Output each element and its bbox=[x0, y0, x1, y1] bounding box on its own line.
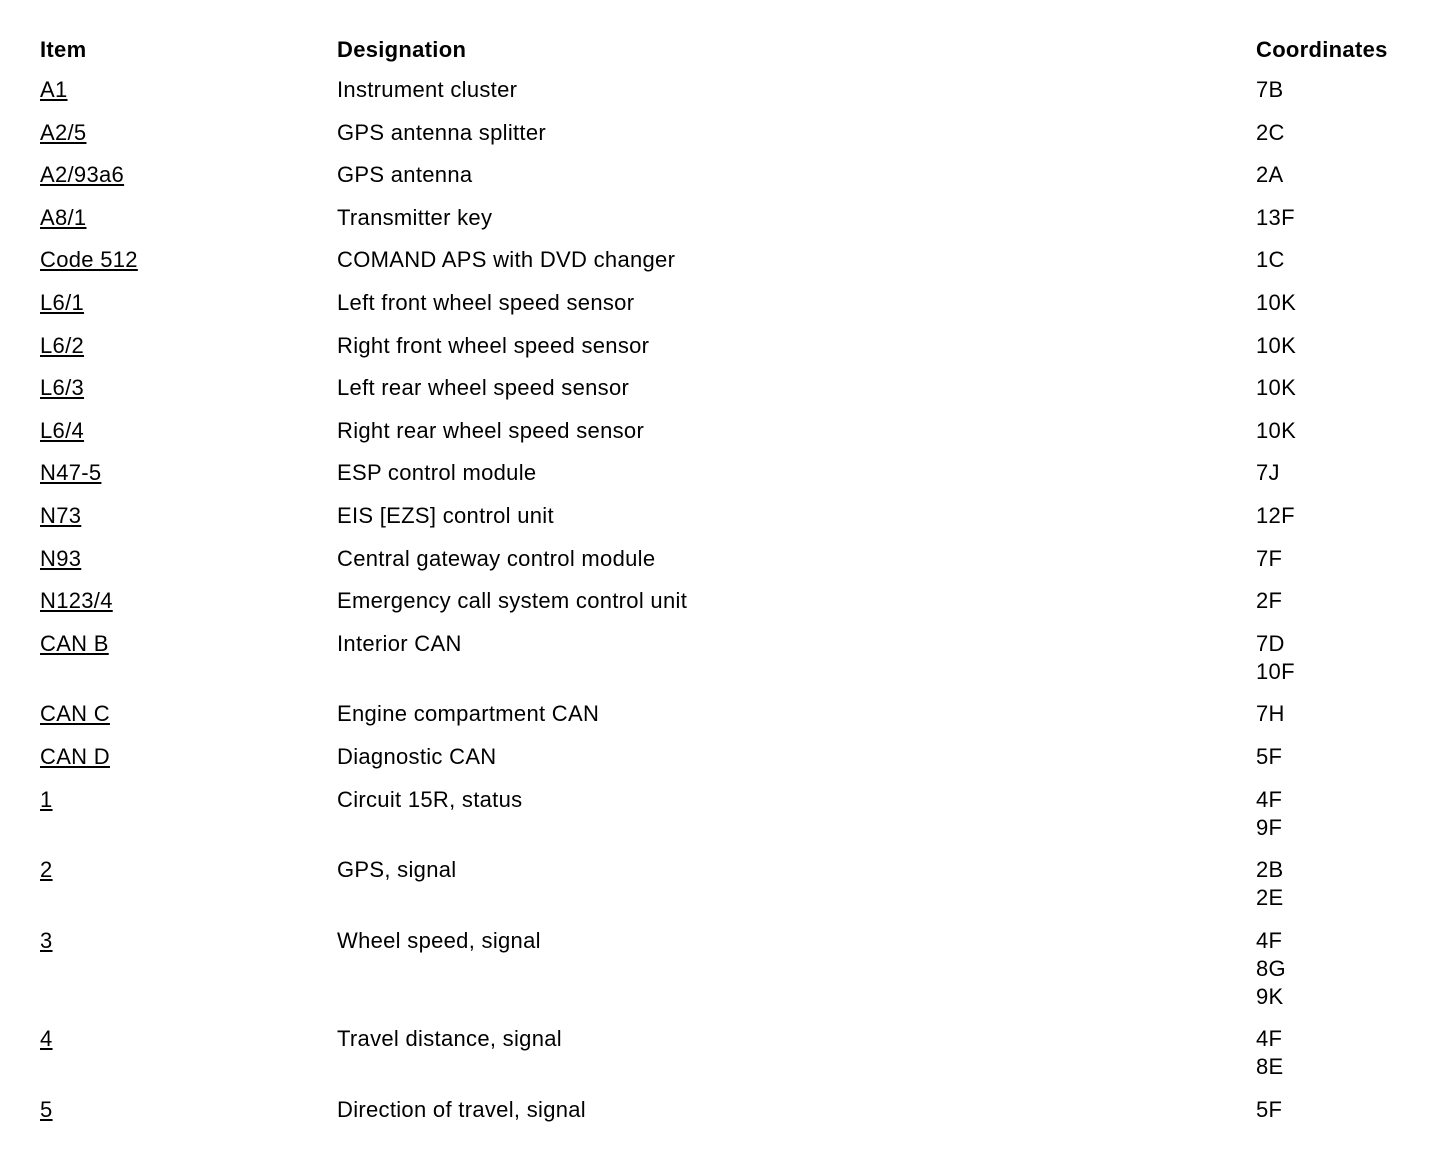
item-cell bbox=[40, 417, 337, 460]
coordinate-value: 9K bbox=[1256, 983, 1284, 1009]
item-cell bbox=[40, 374, 337, 417]
coordinate-value: 8E bbox=[1256, 1054, 1284, 1080]
item-link[interactable]: 1 bbox=[40, 786, 53, 812]
item-cell bbox=[40, 545, 337, 588]
table-row bbox=[40, 700, 1420, 743]
designation-cell: Emergency call system control unit bbox=[337, 588, 688, 614]
table-row bbox=[40, 587, 1420, 630]
designation-cell: Right front wheel speed sensor bbox=[337, 332, 650, 358]
item-cell bbox=[40, 1025, 337, 1096]
item-link[interactable]: 5 bbox=[40, 1096, 53, 1122]
coordinates-cell bbox=[1256, 927, 1420, 1026]
coordinate-value: 12F bbox=[1256, 502, 1295, 528]
coordinate-value: 2C bbox=[1256, 119, 1285, 145]
designation-cell: GPS antenna splitter bbox=[337, 119, 547, 145]
table-row bbox=[40, 76, 1420, 119]
coordinates-cell bbox=[1256, 246, 1420, 289]
item-link[interactable]: L6/1 bbox=[40, 289, 85, 315]
table-row bbox=[40, 630, 1420, 701]
table-row bbox=[40, 856, 1420, 927]
table-row bbox=[40, 743, 1420, 786]
table-row bbox=[40, 204, 1420, 247]
table-row bbox=[40, 502, 1420, 545]
coordinates-cell bbox=[1256, 417, 1420, 460]
coordinate-value: 2B bbox=[1256, 857, 1284, 883]
item-link[interactable]: CAN C bbox=[40, 701, 110, 727]
designation-cell: GPS antenna bbox=[337, 162, 473, 188]
table-row bbox=[40, 927, 1420, 1026]
table-row bbox=[40, 289, 1420, 332]
table-row bbox=[40, 119, 1420, 162]
legend-body bbox=[40, 76, 1420, 1138]
coordinate-value: 5F bbox=[1256, 743, 1283, 769]
item-cell bbox=[40, 700, 337, 743]
coordinate-value: 10K bbox=[1256, 417, 1297, 443]
item-cell bbox=[40, 786, 337, 857]
designation-cell: COMAND APS with DVD changer bbox=[337, 247, 676, 273]
coordinate-value: 7J bbox=[1256, 460, 1280, 486]
coordinate-value: 10K bbox=[1256, 332, 1297, 358]
header-coordinates: Coordinates bbox=[1256, 37, 1388, 62]
designation-cell: Wheel speed, signal bbox=[337, 927, 541, 953]
coordinates-cell bbox=[1256, 289, 1420, 332]
table-row bbox=[40, 786, 1420, 857]
coordinates-cell bbox=[1256, 786, 1420, 857]
item-cell bbox=[40, 587, 337, 630]
item-cell bbox=[40, 856, 337, 927]
designation-cell: Interior CAN bbox=[337, 630, 462, 656]
designation-cell: GPS, signal bbox=[337, 857, 457, 883]
coordinate-value: 7F bbox=[1256, 545, 1283, 571]
item-link[interactable]: L6/3 bbox=[40, 375, 85, 401]
item-link[interactable]: N123/4 bbox=[40, 588, 113, 614]
coordinates-cell bbox=[1256, 630, 1420, 701]
item-link[interactable]: 3 bbox=[40, 927, 53, 953]
item-link[interactable]: N47-5 bbox=[40, 460, 102, 486]
coordinates-cell bbox=[1256, 1096, 1420, 1139]
designation-cell: Transmitter key bbox=[337, 204, 493, 230]
designation-cell: Direction of travel, signal bbox=[337, 1096, 586, 1122]
item-cell bbox=[40, 289, 337, 332]
coordinate-value: 5F bbox=[1256, 1096, 1283, 1122]
item-link[interactable]: 2 bbox=[40, 857, 53, 883]
coordinate-value: 10K bbox=[1256, 289, 1297, 315]
item-link[interactable]: 4 bbox=[40, 1026, 53, 1052]
item-cell bbox=[40, 459, 337, 502]
table-row bbox=[40, 417, 1420, 460]
item-link[interactable]: Code 512 bbox=[40, 247, 138, 273]
item-link[interactable]: A2/93a6 bbox=[40, 162, 125, 188]
coordinates-cell bbox=[1256, 502, 1420, 545]
item-link[interactable]: A2/5 bbox=[40, 119, 87, 145]
coordinate-value: 7B bbox=[1256, 77, 1284, 102]
designation-cell: Instrument cluster bbox=[337, 77, 518, 102]
table-row bbox=[40, 1025, 1420, 1096]
item-cell bbox=[40, 927, 337, 1026]
designation-cell: Engine compartment CAN bbox=[337, 701, 600, 727]
item-link[interactable]: CAN B bbox=[40, 630, 109, 656]
designation-cell: Central gateway control module bbox=[337, 545, 656, 571]
header-item: Item bbox=[40, 37, 87, 62]
designation-cell: Travel distance, signal bbox=[337, 1026, 562, 1052]
coordinate-value: 9F bbox=[1256, 814, 1283, 840]
designation-cell: Left front wheel speed sensor bbox=[337, 289, 635, 315]
table-row bbox=[40, 374, 1420, 417]
item-cell bbox=[40, 1096, 337, 1139]
designation-cell: ESP control module bbox=[337, 460, 537, 486]
item-cell bbox=[40, 161, 337, 204]
coordinate-value: 1C bbox=[1256, 247, 1285, 273]
item-cell bbox=[40, 743, 337, 786]
item-link[interactable]: N93 bbox=[40, 545, 82, 571]
table-row bbox=[40, 246, 1420, 289]
coordinates-cell bbox=[1256, 374, 1420, 417]
coordinates-cell bbox=[1256, 545, 1420, 588]
coordinates-cell bbox=[1256, 332, 1420, 375]
designation-cell: Circuit 15R, status bbox=[337, 786, 523, 812]
table-row bbox=[40, 545, 1420, 588]
coordinate-value: 4F bbox=[1256, 1026, 1283, 1052]
item-cell bbox=[40, 119, 337, 162]
item-link[interactable]: N73 bbox=[40, 502, 82, 528]
header-row bbox=[40, 34, 1420, 76]
coordinates-cell bbox=[1256, 459, 1420, 502]
designation-cell: Right rear wheel speed sensor bbox=[337, 417, 645, 443]
coordinates-cell bbox=[1256, 587, 1420, 630]
item-cell bbox=[40, 246, 337, 289]
coordinate-value: 4F bbox=[1256, 927, 1283, 953]
item-link[interactable]: A8/1 bbox=[40, 204, 87, 230]
coordinates-cell bbox=[1256, 161, 1420, 204]
item-link[interactable]: L6/2 bbox=[40, 332, 85, 358]
coordinates-cell bbox=[1256, 743, 1420, 786]
coordinate-value: 10F bbox=[1256, 658, 1295, 684]
coordinate-value: 10K bbox=[1256, 375, 1297, 401]
coordinate-value: 7H bbox=[1256, 701, 1285, 727]
coordinate-value: 7D bbox=[1256, 630, 1285, 656]
coordinates-cell bbox=[1256, 700, 1420, 743]
coordinate-value: 13F bbox=[1256, 204, 1295, 230]
item-cell bbox=[40, 502, 337, 545]
coordinate-value: 2A bbox=[1256, 162, 1284, 188]
coordinates-cell bbox=[1256, 119, 1420, 162]
designation-cell: EIS [EZS] control unit bbox=[337, 502, 554, 528]
coordinates-cell bbox=[1256, 1025, 1420, 1096]
item-cell bbox=[40, 630, 337, 701]
table-row bbox=[40, 459, 1420, 502]
table-row bbox=[40, 161, 1420, 204]
item-link[interactable]: L6/4 bbox=[40, 417, 85, 443]
coordinate-value: 2F bbox=[1256, 588, 1283, 614]
item-link[interactable]: CAN D bbox=[40, 743, 110, 769]
coordinate-value: 4F bbox=[1256, 786, 1283, 812]
item-link[interactable]: A1 bbox=[40, 77, 68, 102]
coordinates-cell bbox=[1256, 76, 1420, 119]
item-cell bbox=[40, 204, 337, 247]
item-cell bbox=[40, 76, 337, 119]
header-designation: Designation bbox=[337, 37, 467, 62]
coordinate-value: 8G bbox=[1256, 955, 1286, 981]
coordinate-value: 2E bbox=[1256, 885, 1284, 911]
designation-cell: Diagnostic CAN bbox=[337, 743, 497, 769]
coordinates-cell bbox=[1256, 856, 1420, 927]
legend-table bbox=[40, 34, 1420, 1138]
coordinates-cell bbox=[1256, 204, 1420, 247]
table-row bbox=[40, 1096, 1420, 1139]
table-row bbox=[40, 332, 1420, 375]
designation-cell: Left rear wheel speed sensor bbox=[337, 375, 630, 401]
item-cell bbox=[40, 332, 337, 375]
